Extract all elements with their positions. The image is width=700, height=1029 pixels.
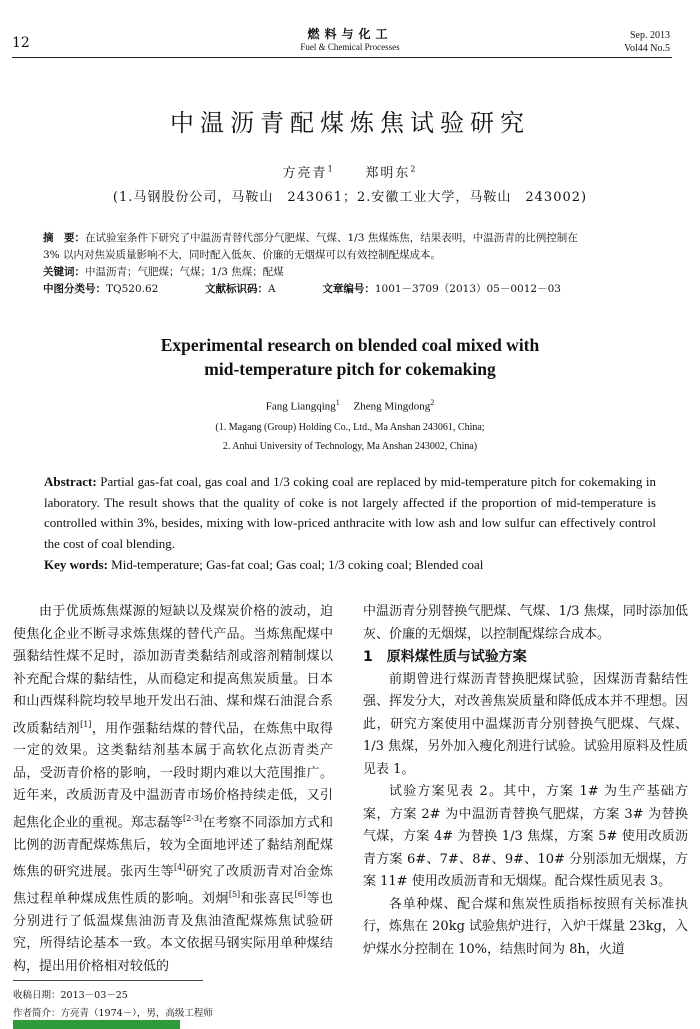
article-no-value: 1001－3709（2013）05－0012－03 [374, 283, 561, 295]
affiliation-cn: (1.马钢股份公司，马鞍山 243061；2.安徽工业大学，马鞍山 243002) [112, 190, 588, 205]
keywords-cn-label: 关键词： [43, 266, 85, 278]
paper-title-en-line2: mid-temperature pitch for cokemaking [204, 359, 496, 379]
section-1-heading: 1 原料煤性质与试验方案 [363, 649, 527, 665]
abstract-cn-label: 摘 要： [43, 232, 85, 244]
affiliation-en-line2: 2. Anhui University of Technology, Ma Anshan 243002, China) [222, 441, 478, 452]
footnote [13, 987, 213, 1023]
keywords-en [44, 557, 664, 573]
citation-4: [5] [228, 889, 241, 899]
header-rule [12, 57, 672, 58]
intro-paragraph [13, 601, 333, 978]
classification-row [43, 281, 673, 298]
intro-text-d: 研究了改质沥青对冶金炼焦过程单种煤成焦性质的影响。刘炯 [13, 864, 333, 907]
paper-title-en [0, 333, 700, 381]
clc-value: TQ520.62 [106, 283, 159, 295]
footnote-rule [13, 980, 203, 981]
author-1-cn: 方亮青 [282, 166, 328, 181]
abstract-cn-line2: 3% 以内对焦炭质量影响不大，同时配入低灰、价廉的无烟煤可以有效控制配煤成本。 [43, 249, 441, 261]
page-number: 12 [12, 35, 30, 51]
author-1-sup: 1 [327, 164, 335, 174]
keywords-cn [43, 264, 673, 281]
abstract-cn-text1: 在试验室条件下研究了中温沥青替代部分气肥煤、气煤、1/3 焦煤炼焦，结果表明，中温沥青的比例控制在 [85, 232, 578, 244]
doc-code-value: A [268, 283, 276, 295]
body-column-left [13, 601, 333, 978]
intro-text-e: 和张喜民 [240, 891, 295, 907]
issue-info [624, 29, 670, 55]
abstract-en-text: Partial gas-fat coal, gas coal and 1/3 coking coal are replaced by mid-temperature pitch for cokemaking in laboratory. The result shows that the quality of coke is not largely affected if the proportion of mid-temperature is controlled within 3%, besides, mixing with low-priced anthracite with low ash and low sulfur can effectively control the cost of coal blending. [44, 474, 657, 551]
issue-date: Sep. 2013 [630, 30, 670, 41]
authors-en [0, 398, 700, 413]
section-1-paragraph-3: 各单种煤、配合煤和焦炭性质指标按照有关标准执行，炼焦在 20kg 试验焦炉进行，入炉干煤量 23kg，入炉煤水分控制在 10%，结焦时间为 8h，火道 [363, 896, 688, 957]
paper-title-en-line1: Experimental research on blended coal mixed with [160, 335, 540, 355]
footer-color-bar [13, 1020, 180, 1029]
keywords-cn-text: 中温沥青；气肥煤；气煤；1/3 焦煤；配煤 [85, 266, 284, 278]
author-2-cn: 郑明东 [365, 166, 411, 181]
article-no-label: 文章编号： [322, 283, 375, 295]
author-1-en-sup: 1 [335, 398, 340, 407]
affiliation-en-line1: (1. Magang (Group) Holding Co., Ltd., Ma Anshan 243061, China; [215, 422, 485, 433]
journal-title-cn: 燃料与化工 [307, 27, 393, 41]
intro-text-c: 在考察不同添加方式和比例的沥青配煤炼焦后，较为全面地评述了黏结剂配煤炼焦的研究进展。张丙生等 [13, 815, 333, 880]
clc-label: 中图分类号： [43, 283, 106, 295]
issue-volume: Vol44 No.5 [624, 43, 670, 54]
keywords-en-label: Key words: [44, 557, 108, 572]
intro-text-a: 由于优质炼焦煤源的短缺以及煤炭价格的波动，迫使焦化企业不断寻求炼焦煤的替代产品。当炼焦配煤中强黏结性煤不足时，添加沥青类黏结剂或溶剂精制煤以补充配合煤的黏结性，从而稳定和提高焦炭质量。日本和山西煤科院均较早地开发出石油、煤和煤石油混合系改质黏结剂 [13, 604, 333, 736]
authors-cn [0, 162, 700, 181]
author-1-en: Fang Liangqing [265, 400, 336, 413]
paper-title-cn: 中温沥青配煤炼焦试验研究 [170, 109, 530, 137]
intro-text-b: ，用作强黏结煤的替代品，在炼焦中取得一定的效果。这类黏结剂基本属于高软化点沥青类产品，受沥青价格的影响，一段时期内难以大范围推广。近年来，改质沥青及中温沥青市场价格持续走低，又引起焦化企业的重视。郑志磊等 [13, 720, 333, 831]
body-column-right [363, 601, 688, 961]
author-2-sup: 2 [410, 164, 418, 174]
author-2-en-sup: 2 [430, 398, 435, 407]
doc-code-label: 文献标识码： [205, 283, 269, 295]
abstract-en [44, 472, 656, 554]
author-intro: 作者简介：方亮青（1974－），男，高级工程师 [13, 1008, 213, 1019]
received-date: 收稿日期：2013－03－25 [13, 990, 128, 1001]
intro-text-f: 等也分别进行了低温煤焦油沥青及焦油渣配煤炼焦试验研究，所得结论基本一致。本文依据马钢实际用单种煤结构，提出用价格相对较低的 [13, 891, 333, 974]
section-1-paragraph-2: 试验方案见表 2。其中，方案 1# 为生产基础方案，方案 2# 为中温沥青替换气肥煤，方案 3# 为替换气煤，方案 4# 为替换 1/3 焦煤，方案 5# 使用改质沥青方案 6#、7#、8#、9#、10# 分别添加无烟煤，方案 11# 使用改质沥青和无烟煤。配合煤性质见表 3。 [363, 784, 688, 889]
intro-continuation: 中温沥青分别替换气肥煤、气煤、1/3 焦煤，同时添加低灰、价廉的无烟煤，以控制配煤综合成本。 [363, 604, 688, 642]
citation-3: [4] [174, 863, 186, 873]
author-2-en: Zheng Mingdong [353, 400, 431, 413]
keywords-en-text: Mid-temperature; Gas-fat coal; Gas coal; 1/3 coking coal; Blended coal [111, 557, 484, 572]
citation-5: [6] [294, 889, 306, 899]
section-1-paragraph-1: 前期曾进行煤沥青替换肥煤试验，因煤沥青黏结性强、挥发分大，对改善焦炭质量和降低成本并不理想。因此，研究方案使用中温煤沥青分别替换气肥煤、气煤、1/3 焦煤，另外加入瘦化剂进行试验。试验用原料及性质见表 1。 [363, 671, 689, 777]
abstract-cn-line1 [43, 230, 673, 247]
citation-1: [1] [80, 719, 92, 729]
abstract-cn [43, 230, 673, 298]
affiliation-en [0, 418, 700, 456]
abstract-en-label: Abstract: [44, 474, 97, 489]
citation-2: [2-3] [183, 813, 203, 823]
journal-title-en: Fuel & Chemical Processes [300, 42, 400, 52]
